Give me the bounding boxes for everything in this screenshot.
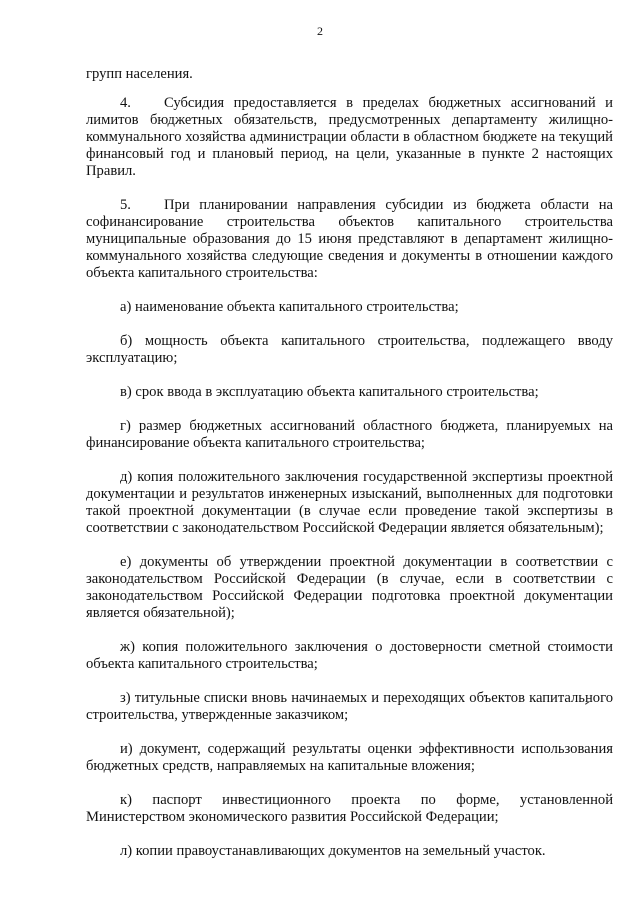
clause-4 — [86, 95, 613, 180]
continuation-text: групп населения. — [86, 66, 193, 82]
subitem-d: д) копия положительного заключения государственной экспертизы проектной документации и результатов инженерных изысканий, выполненных для подготовки такой проектной документации (в случае если проведение такой экспертизы в соответствии с законодательством Российской Федерации является обязательным); — [86, 469, 613, 536]
clause-5-number: 5. — [120, 197, 131, 213]
clause-5-text: При планировании направления субсидии из бюджета области на софинансирование строительства объектов капитального строительства муниципальные образования до 15 июня представляют в департамент жилищно-коммунального хозяйства следующие сведения и документы в отношении каждого объекта капитального строительства: — [86, 197, 613, 281]
subitem-l: л) копии правоустанавливающих документов на земельный участок. — [120, 843, 546, 859]
document-body — [86, 66, 613, 877]
subitem-b: б) мощность объекта капитального строительства, подлежащего вводу эксплуатацию; — [86, 333, 613, 366]
subitem-z: з) титульные списки вновь начинаемых и переходящих объектов капитального строительства, утвержденные заказчиком; — [86, 690, 613, 723]
clause-4-number: 4. — [120, 95, 131, 111]
subitem-g: г) размер бюджетных ассигнований областного бюджета, планируемых на финансирование объекта капитального строительства; — [86, 418, 613, 451]
subitem-v: в) срок ввода в эксплуатацию объекта капитального строительства; — [120, 384, 539, 400]
subitem-i: и) документ, содержащий результаты оценки эффективности использования бюджетных средств, направляемых на капитальные вложения; — [86, 741, 613, 774]
clause-5 — [86, 197, 613, 282]
subitem-e: е) документы об утверждении проектной документации в соответствии с законодательством Российской Федерации (в случае, если в соответствии с законодательством Российской Федерации подготовка проектной документации является обязательной); — [86, 554, 613, 621]
clause-4-text: Субсидия предоставляется в пределах бюджетных ассигнований и лимитов бюджетных обязательств, предусмотренных департаменту жилищно-коммунального хозяйства администрации области в областном бюджете на текущий финансовый год и плановый период, на цели, указанные в пункте 2 настоящих Правил. — [86, 95, 613, 179]
subitem-k: к) паспорт инвестиционного проекта по форме, установленной Министерством экономического развития Российской Федерации; — [86, 792, 613, 825]
subitem-a: а) наименование объекта капитального строительства; — [120, 299, 459, 315]
subitem-zh: ж) копия положительного заключения о достоверности сметной стоимости объекта капитального строительства; — [86, 639, 613, 672]
page-number: 2 — [317, 24, 323, 38]
